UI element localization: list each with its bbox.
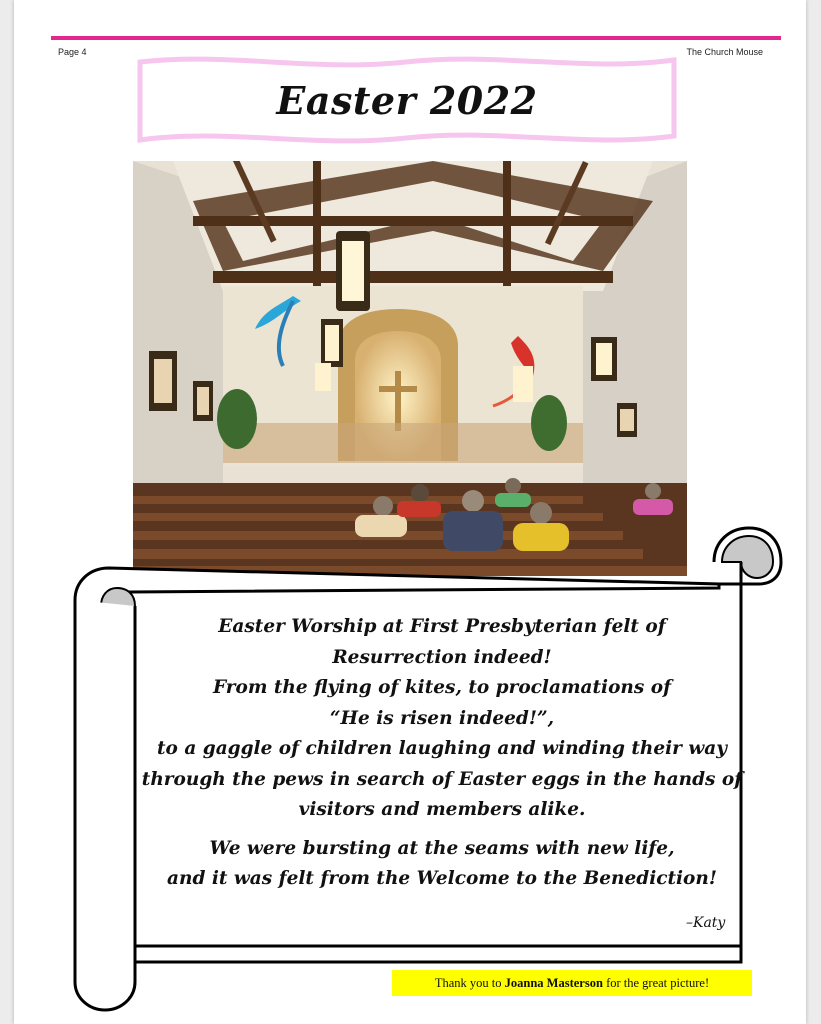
newsletter-page bbox=[14, 0, 806, 1024]
article-line-7: visitors and members alike. bbox=[298, 799, 586, 820]
header-rule bbox=[51, 36, 781, 40]
photo-credit bbox=[392, 970, 752, 996]
credit-prefix: Thank you to bbox=[434, 976, 505, 990]
article-line-5: to a gaggle of children laughing and winding their way bbox=[157, 738, 727, 759]
sanctuary-photo bbox=[133, 161, 687, 576]
article-line-2: Resurrection indeed! bbox=[332, 646, 552, 668]
sanctuary-illustration bbox=[133, 161, 687, 576]
page-title: Easter 2022 bbox=[276, 78, 538, 123]
article-text bbox=[132, 612, 752, 895]
article-line-4: “He is risen indeed!”, bbox=[329, 707, 555, 729]
article-signature: –Katy bbox=[686, 915, 726, 931]
newsletter-name: The Church Mouse bbox=[686, 47, 763, 57]
article-line-3: From the flying of kites, to proclamations of bbox=[212, 677, 672, 698]
page-number: Page 4 bbox=[58, 47, 87, 57]
credit-suffix: for the great picture! bbox=[602, 976, 710, 990]
credit-name: Joanna Masterson bbox=[504, 976, 603, 990]
article-line-9: and it was felt from the Welcome to the Benediction! bbox=[167, 868, 717, 889]
title-banner bbox=[136, 52, 678, 150]
article-line-6: through the pews in search of Easter eggs in the hands of bbox=[141, 768, 743, 790]
article-line-8: We were bursting at the seams with new life, bbox=[209, 837, 675, 859]
article-line-1: Easter Worship at First Presbyterian felt of bbox=[218, 616, 666, 637]
